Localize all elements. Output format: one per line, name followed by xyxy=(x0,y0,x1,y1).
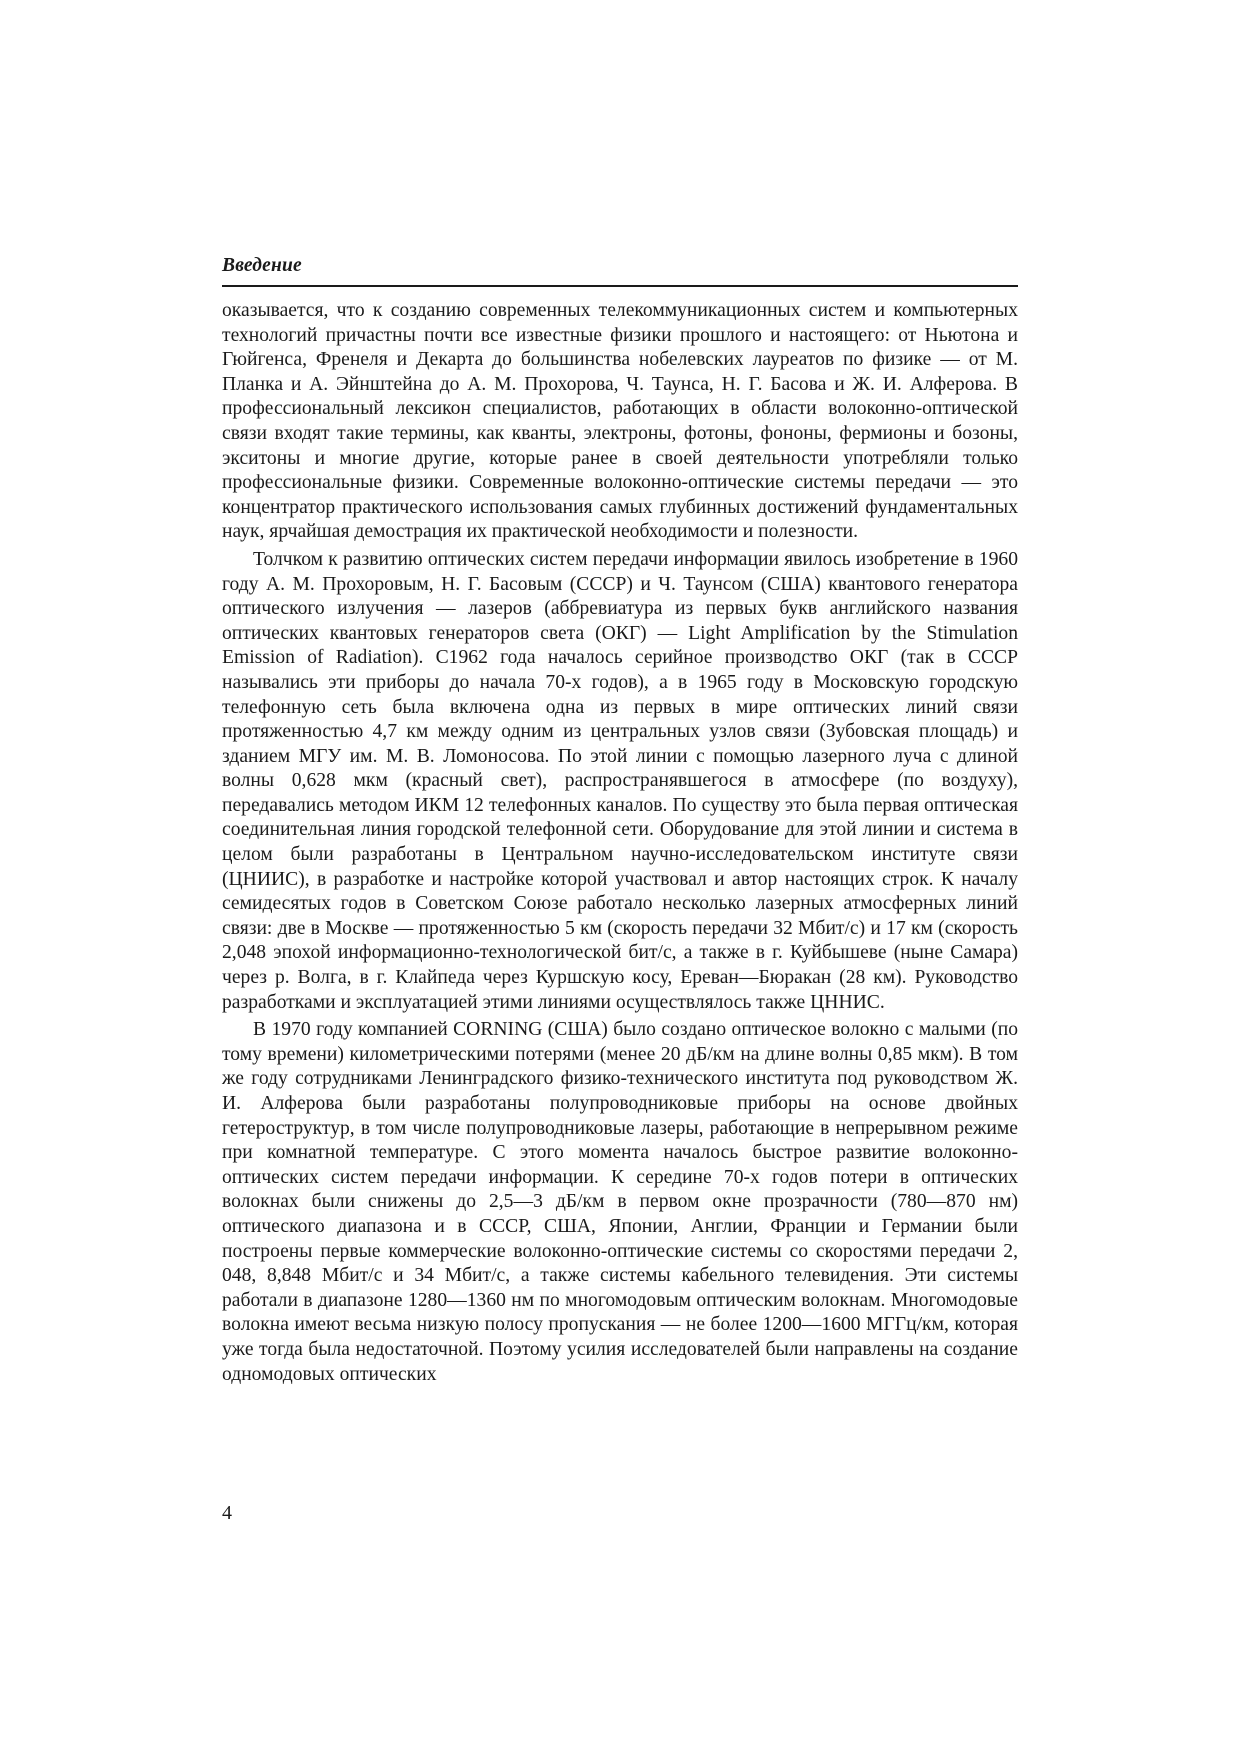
running-head: Введение xyxy=(222,255,302,276)
page-number: 4 xyxy=(222,1502,232,1524)
paragraph-1: оказывается, что к созданию современных телекоммуникационных систем и компьютерных технологий причастны почти все известные физики прошлого и настоящего: от Ньютона и Гюйгенса, Френеля и Декарта до большинства нобелевских лауреатов по физике — от М. Планка и А. Эйнштейна до А. М. Прохорова, Ч. Таунса, Н. Г. Басова и Ж. И. Алферова. В профессиональный лексикон специалистов, работающих в области волоконно-оптической связи входят такие термины, как кванты, электроны, фотоны, фононы, фермионы и бозоны, экситоны и многие другие, которые ранее в своей деятельности употребляли только профессиональные физики. Современные волоконно-оптические системы передачи — это концентратор практического использования самых глубинных достижений фундаментальных наук, ярчайшая демострация их практической необходимости и полезности. xyxy=(222,300,1018,543)
body-text xyxy=(222,299,1018,1387)
header-rule xyxy=(222,285,1018,287)
book-page xyxy=(222,0,1018,1755)
paragraph-2: Толчком к развитию оптических систем передачи информации явилось изобретение в 1960 году А. М. Прохоровым, Н. Г. Басовым (СССР) и Ч. Таунсом (США) квантового генератора оптического излучения — лазеров (аббревиатура из первых букв английского названия оптических квантовых генераторов света (ОКГ) — Light Amplification by the Stimulation Emission of Radiation). С1962 года началось серийное производство ОКГ (так в СССР назывались эти приборы до начала 70-х годов), а в 1965 году в Московскую городскую телефонную сеть была включена одна из первых в мире оптических линий связи протяженностью 4,7 км между одним из центральных узлов связи (Зубовская площадь) и зданием МГУ им. М. В. Ломоносова. По этой линии с помощью лазерного луча с длиной волны 0,628 мкм (красный свет), распространявшегося в атмосфере (по воздуху), передавались методом ИКМ 12 телефонных каналов. По существу это была первая оптическая соединительная линия городской телефонной сети. Оборудование для этой линии и система в целом были разработаны в Центральном научно-исследовательском институте связи (ЦНИИС), в разработке и настройке которой участвовал и автор настоящих строк. К началу семидесятых годов в Советском Союзе работало несколько лазерных атмосферных линий связи: две в Москве — протяженностью 5 км (скорость передачи 32 Мбит/с) и 17 км (скорость 2,048 эпохой информационно-технологической бит/с, а также в г. Куйбышеве (ныне Самара) через р. Волга, в г. Клайпеда через Куршскую косу, Ереван—Бюракан (28 км). Руководство разработками и эксплуатацией этими линиями осуществлялось также ЦННИС. xyxy=(222,548,1018,1013)
paragraph-3: В 1970 году компанией CORNING (США) было создано оптическое волокно с малыми (по тому времени) километрическими потерями (менее 20 дБ/км на длине волны 0,85 мкм). В том же году сотрудниками Ленинградского физико-технического института под руководством Ж. И. Алферова были разработаны полупроводниковые приборы на основе двойных гетероструктур, в том числе полупроводниковые лазеры, работающие в непрерывном режиме при комнатной температуре. С этого момента началось быстрое развитие волоконно-оптических систем передачи информации. К середине 70-х годов потери в оптических волокнах были снижены до 2,5—3 дБ/км в первом окне прозрачности (780—870 нм) оптического диапазона и в СССР, США, Японии, Англии, Франции и Германии были построены первые коммерческие волоконно-оптические системы со скоростями передачи 2, 048, 8,848 Мбит/с и 34 Мбит/с, а также системы кабельного телевидения. Эти системы работали в диапазоне 1280—1360 нм по многомодовым оптическим волокнам. Многомодовые волокна имеют весьма низкую полосу пропускания — не более 1200—1600 МГГц/км, которая уже тогда была недостаточной. Поэтому усилия исследователей были направлены на создание одномодовых оптических xyxy=(222,1019,1018,1385)
